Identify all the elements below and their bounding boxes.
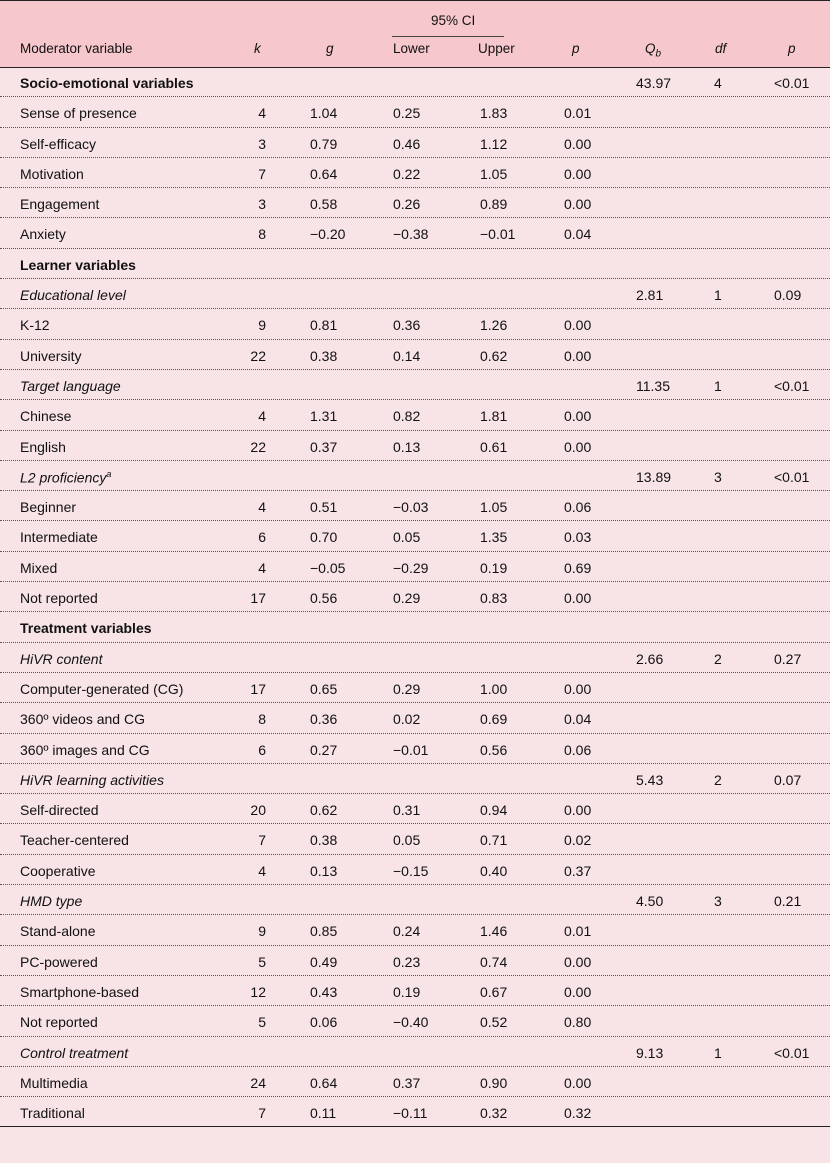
table-body [0, 67, 830, 1127]
cell-k: 4 [258, 499, 266, 516]
cell-p: 0.69 [564, 559, 592, 576]
cell-k: 22 [250, 347, 266, 364]
cell-upper: 0.83 [480, 590, 508, 607]
cell-g: −0.20 [310, 226, 346, 243]
cell-g: −0.05 [310, 559, 346, 576]
cell-g: 0.64 [310, 165, 338, 182]
cell-p2: 0.09 [774, 287, 802, 304]
cell-df: 2 [714, 650, 722, 667]
cell-g: 0.13 [310, 862, 338, 879]
header-qb: $Q_b$ [645, 41, 662, 60]
table-row [0, 1006, 830, 1036]
cell-lower: −0.03 [393, 499, 429, 516]
cell-label: Not reported [20, 1014, 98, 1031]
cell-label: Motivation [20, 165, 84, 182]
cell-upper: 1.35 [480, 529, 508, 546]
cell-g: 0.36 [310, 711, 338, 728]
cell-df: 1 [714, 287, 722, 304]
cell-qb: 43.97 [636, 75, 672, 91]
cell-upper: 0.40 [480, 862, 508, 879]
cell-k: 9 [258, 923, 266, 940]
cell-lower: −0.15 [393, 862, 429, 879]
table-row [0, 158, 830, 188]
cell-k: 17 [250, 680, 266, 697]
cell-df: 1 [714, 377, 722, 394]
cell-label: Traditional [20, 1105, 85, 1122]
table-row [0, 824, 830, 854]
cell-label: Computer-generated (CG) [20, 680, 184, 697]
cell-label: Beginner [20, 499, 77, 516]
cell-upper: 0.56 [480, 741, 508, 758]
cell-qb: 5.43 [636, 771, 664, 788]
cell-df: 2 [714, 771, 722, 788]
cell-upper: 1.00 [480, 680, 508, 697]
table-row [0, 1067, 830, 1097]
cell-g: 0.37 [310, 438, 338, 455]
cell-g: 0.27 [310, 741, 338, 758]
cell-label: Socio-emotional variables [20, 75, 194, 91]
cell-qb: 11.35 [636, 377, 670, 394]
cell-label: Teacher-centered [20, 832, 129, 849]
cell-label: English [20, 438, 66, 455]
cell-g: 1.31 [310, 408, 338, 425]
cell-g: 0.70 [310, 529, 338, 546]
cell-g: 0.49 [310, 953, 338, 970]
cell-label: Mixed [20, 559, 58, 576]
cell-g: 0.62 [310, 802, 338, 819]
table-row [0, 915, 830, 945]
cell-p: 0.00 [564, 317, 592, 334]
cell-label: 360º images and CG [20, 741, 150, 758]
cell-g: 0.79 [310, 135, 338, 152]
cell-p: 0.04 [564, 711, 592, 728]
subgroup-row [0, 1037, 830, 1067]
cell-k: 17 [250, 590, 266, 607]
cell-k: 24 [250, 1074, 266, 1091]
cell-p2: 0.07 [774, 771, 802, 788]
table-row [0, 1097, 830, 1127]
table-row [0, 188, 830, 218]
cell-g: 0.38 [310, 347, 338, 364]
cell-upper: 1.83 [480, 105, 508, 122]
cell-k: 3 [258, 196, 266, 213]
cell-p: 0.00 [564, 590, 592, 607]
section-row [0, 612, 830, 642]
cell-p: 0.37 [564, 862, 592, 879]
cell-label: Treatment variables [20, 620, 152, 637]
cell-qb: 4.50 [636, 893, 664, 910]
cell-lower: 0.26 [393, 196, 421, 213]
cell-k: 12 [250, 983, 266, 1000]
table-row [0, 431, 830, 461]
cell-label: HiVR learning activities [20, 771, 164, 788]
cell-qb: 2.81 [636, 287, 664, 304]
cell-label: Educational level [20, 287, 126, 304]
cell-lower: 0.46 [393, 135, 421, 152]
cell-k: 3 [258, 135, 266, 152]
cell-upper: 1.05 [480, 499, 508, 516]
table-row [0, 855, 830, 885]
cell-label: Cooperative [20, 862, 96, 879]
cell-df: 4 [714, 75, 722, 91]
cell-label: HMD type [20, 893, 83, 910]
table-row [0, 491, 830, 521]
header-df: df [715, 41, 727, 56]
cell-p: 0.01 [564, 105, 592, 122]
cell-label: Learner variables [20, 256, 136, 273]
cell-lower: 0.82 [393, 408, 421, 425]
table-row [0, 97, 830, 127]
cell-p: 0.00 [564, 347, 592, 364]
cell-p: 0.00 [564, 1074, 592, 1091]
cell-upper: 1.12 [480, 135, 508, 152]
header-moderator: Moderator variable [20, 41, 133, 56]
cell-lower: 0.36 [393, 317, 421, 334]
cell-upper: 1.26 [480, 317, 508, 334]
cell-lower: 0.29 [393, 680, 421, 697]
cell-label: Chinese [20, 408, 72, 425]
cell-lower: 0.24 [393, 923, 421, 940]
cell-upper: 0.62 [480, 347, 508, 364]
cell-lower: 0.23 [393, 953, 421, 970]
cell-lower: 0.29 [393, 590, 421, 607]
cell-p: 0.01 [564, 923, 592, 940]
cell-label: Multimedia [20, 1074, 88, 1091]
cell-qb: 13.89 [636, 468, 672, 485]
cell-g: 0.65 [310, 680, 338, 697]
cell-label: Anxiety [20, 226, 66, 243]
cell-upper: 0.67 [480, 983, 508, 1000]
table-row [0, 946, 830, 976]
cell-p2: <0.01 [774, 377, 810, 394]
subgroup-row [0, 643, 830, 673]
cell-qb: 9.13 [636, 1044, 664, 1061]
cell-g: 1.04 [310, 105, 338, 122]
cell-g: 0.43 [310, 983, 338, 1000]
cell-lower: 0.37 [393, 1074, 421, 1091]
cell-label: PC-powered [20, 953, 98, 970]
cell-lower: 0.13 [393, 438, 421, 455]
cell-g: 0.11 [310, 1105, 337, 1122]
cell-p: 0.80 [564, 1014, 592, 1031]
cell-p: 0.02 [564, 832, 592, 849]
cell-p: 0.00 [564, 680, 592, 697]
cell-lower: −0.40 [393, 1014, 429, 1031]
cell-p: 0.00 [564, 165, 592, 182]
cell-upper: 0.32 [480, 1105, 508, 1122]
cell-label: 360º videos and CG [20, 711, 145, 728]
cell-df: 3 [714, 893, 722, 910]
cell-lower: 0.25 [393, 105, 421, 122]
cell-lower: −0.11 [393, 1105, 428, 1122]
cell-lower: 0.14 [393, 347, 421, 364]
cell-label: Intermediate [20, 529, 98, 546]
table-row [0, 734, 830, 764]
cell-lower: −0.01 [393, 741, 429, 758]
cell-g: 0.58 [310, 196, 338, 213]
cell-g: 0.81 [310, 317, 338, 334]
cell-k: 4 [258, 105, 266, 122]
cell-label: L2 proficiency$^a$ [20, 468, 112, 486]
cell-k: 7 [258, 832, 266, 849]
cell-p: 0.00 [564, 438, 592, 455]
table-row [0, 794, 830, 824]
header-p2: p [788, 41, 796, 56]
table-header [0, 0, 830, 68]
cell-k: 20 [250, 802, 266, 819]
ci-divider [392, 36, 504, 37]
cell-label: K-12 [20, 317, 50, 334]
table-row [0, 521, 830, 551]
cell-p: 0.00 [564, 196, 592, 213]
header-upper: Upper [478, 41, 515, 56]
cell-upper: 0.19 [480, 559, 508, 576]
cell-upper: −0.01 [480, 226, 516, 243]
cell-k: 7 [258, 1105, 266, 1122]
cell-label: Smartphone-based [20, 983, 140, 1000]
cell-lower: 0.05 [393, 832, 421, 849]
cell-upper: 0.61 [480, 438, 508, 455]
cell-k: 4 [258, 559, 266, 576]
cell-g: 0.51 [310, 499, 338, 516]
cell-upper: 0.94 [480, 802, 508, 819]
cell-lower: 0.05 [393, 529, 421, 546]
section-row [0, 249, 830, 279]
cell-upper: 0.89 [480, 196, 508, 213]
cell-lower: 0.02 [393, 711, 421, 728]
cell-df: 1 [714, 1044, 722, 1061]
cell-p: 0.00 [564, 983, 592, 1000]
cell-p: 0.04 [564, 226, 592, 243]
cell-upper: 0.52 [480, 1014, 508, 1031]
table-row [0, 552, 830, 582]
table-row [0, 703, 830, 733]
table-row [0, 309, 830, 339]
cell-p: 0.03 [564, 529, 592, 546]
cell-p: 0.00 [564, 135, 592, 152]
table-row [0, 340, 830, 370]
table-row [0, 582, 830, 612]
cell-p: 0.32 [564, 1105, 592, 1122]
cell-k: 5 [258, 953, 266, 970]
cell-p2: 0.27 [774, 650, 802, 667]
cell-k: 22 [250, 438, 266, 455]
cell-g: 0.38 [310, 832, 338, 849]
cell-label: University [20, 347, 82, 364]
cell-k: 8 [258, 711, 266, 728]
cell-p2: <0.01 [774, 75, 810, 91]
table-row [0, 400, 830, 430]
cell-p2: <0.01 [774, 1044, 810, 1061]
subgroup-row [0, 279, 830, 309]
section-row [0, 67, 830, 97]
cell-lower: −0.38 [393, 226, 429, 243]
cell-label: Sense of presence [20, 105, 137, 122]
cell-upper: 1.05 [480, 165, 508, 182]
cell-k: 4 [258, 408, 266, 425]
cell-label: Self-efficacy [20, 135, 96, 152]
cell-p: 0.00 [564, 408, 592, 425]
cell-qb: 2.66 [636, 650, 664, 667]
cell-g: 0.64 [310, 1074, 338, 1091]
cell-p2: <0.01 [774, 468, 810, 485]
cell-g: 0.06 [310, 1014, 338, 1031]
cell-p: 0.06 [564, 741, 592, 758]
cell-lower: 0.22 [393, 165, 421, 182]
header-g: g [326, 41, 334, 56]
cell-upper: 1.81 [480, 408, 508, 425]
cell-upper: 0.74 [480, 953, 508, 970]
cell-upper: 1.46 [480, 923, 508, 940]
cell-df: 3 [714, 468, 722, 485]
table-row [0, 673, 830, 703]
cell-label: Self-directed [20, 802, 99, 819]
cell-label: Stand-alone [20, 923, 96, 940]
cell-k: 6 [258, 741, 266, 758]
cell-p: 0.06 [564, 499, 592, 516]
cell-label: Engagement [20, 196, 100, 213]
table-row [0, 128, 830, 158]
cell-lower: 0.19 [393, 983, 421, 1000]
cell-p2: 0.21 [774, 893, 802, 910]
subgroup-row [0, 764, 830, 794]
header-k: k [254, 41, 261, 56]
cell-lower: −0.29 [393, 559, 429, 576]
cell-k: 6 [258, 529, 266, 546]
cell-label: Control treatment [20, 1044, 129, 1061]
subgroup-row [0, 885, 830, 915]
header-p: p [572, 41, 580, 56]
cell-label: HiVR content [20, 650, 103, 667]
cell-k: 4 [258, 862, 266, 879]
table-row [0, 218, 830, 248]
cell-p: 0.00 [564, 953, 592, 970]
cell-k: 9 [258, 317, 266, 334]
subgroup-row [0, 461, 830, 491]
cell-k: 7 [258, 165, 266, 182]
cell-upper: 0.71 [480, 832, 508, 849]
cell-k: 5 [258, 1014, 266, 1031]
cell-g: 0.85 [310, 923, 338, 940]
header-lower: Lower [393, 41, 430, 56]
cell-p: 0.00 [564, 802, 592, 819]
cell-g: 0.56 [310, 590, 338, 607]
cell-lower: 0.31 [393, 802, 421, 819]
subgroup-row [0, 370, 830, 400]
footnote-marker: a [106, 468, 112, 479]
ci-header: 95% CI [431, 13, 476, 28]
cell-upper: 0.69 [480, 711, 508, 728]
cell-upper: 0.90 [480, 1074, 508, 1091]
cell-label: Target language [20, 377, 121, 394]
table-row [0, 976, 830, 1006]
cell-label: Not reported [20, 590, 98, 607]
cell-k: 8 [258, 226, 266, 243]
